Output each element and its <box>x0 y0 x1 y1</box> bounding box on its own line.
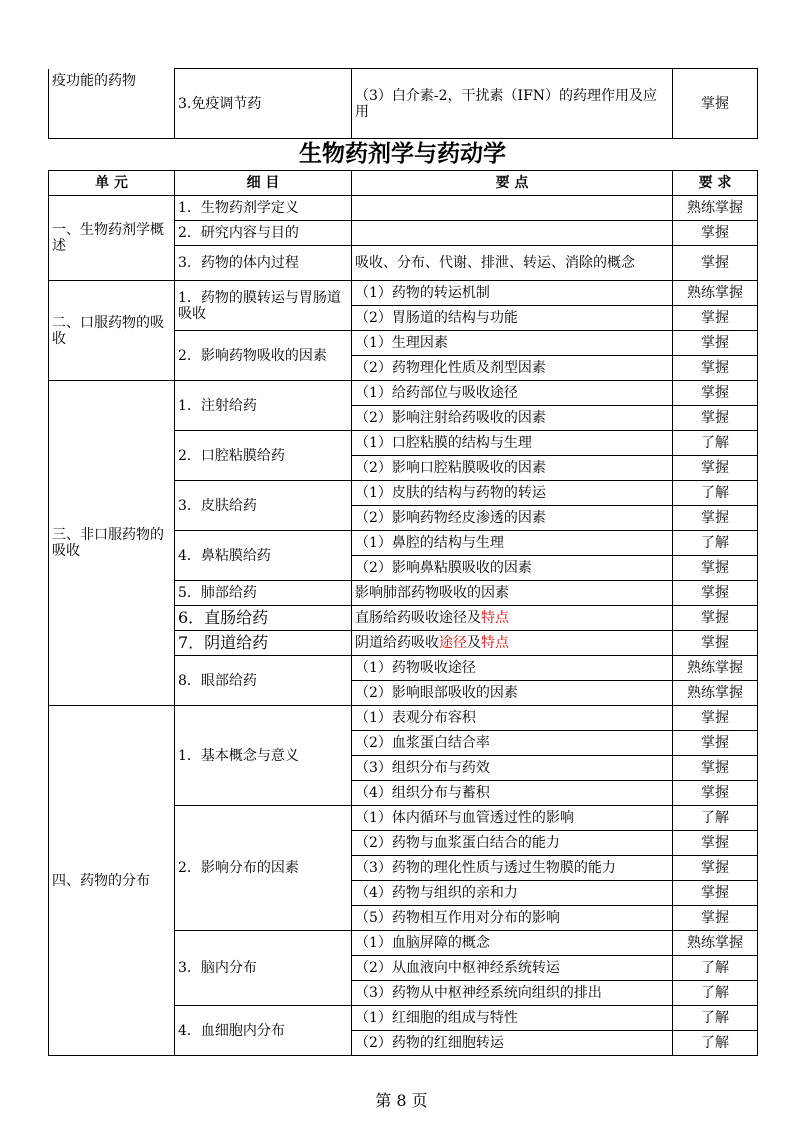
requirement-cell: 了解 <box>673 431 758 456</box>
point-cell: 影响肺部药物吸收的因素 <box>352 581 673 606</box>
requirement-cell: 掌握 <box>673 756 758 781</box>
item-cell: 1．注射给药 <box>175 381 352 431</box>
requirement-cell: 了解 <box>673 956 758 981</box>
point-cell: （1）生理因素 <box>352 331 673 356</box>
requirement-cell: 了解 <box>673 481 758 506</box>
point-cell <box>352 606 673 631</box>
requirement-cell: 掌握 <box>673 731 758 756</box>
requirement-cell: 掌握 <box>673 881 758 906</box>
item-cell: 3．药物的体内过程 <box>175 246 352 281</box>
table-row <box>49 281 758 306</box>
point-cell: （2）药物的红细胞转运 <box>352 1031 673 1056</box>
table-row <box>49 706 758 731</box>
requirement-cell: 了解 <box>673 981 758 1006</box>
requirement-cell: 掌握 <box>673 856 758 881</box>
point-cell: （1）血脑屏障的概念 <box>352 931 673 956</box>
point-text: 直肠给药吸收途径及 <box>355 610 481 626</box>
point-cell: （1）鼻腔的结构与生理 <box>352 531 673 556</box>
item-cell: 2．研究内容与目的 <box>175 221 352 246</box>
point-cell: （2）影响口腔粘膜吸收的因素 <box>352 456 673 481</box>
point-cell <box>352 221 673 246</box>
unit-cell: 三、非口服药物的吸收 <box>49 381 175 706</box>
page-number: 第 8 页 <box>375 1091 428 1110</box>
point-cell: （2）影响鼻粘膜吸收的因素 <box>352 556 673 581</box>
requirement-cell: 了解 <box>673 531 758 556</box>
unit-cell: 一、生物药剂学概述 <box>49 196 175 281</box>
requirement-cell: 掌握 <box>673 306 758 331</box>
point-cell: （2）从血液向中枢神经系统转运 <box>352 956 673 981</box>
requirement-cell: 熟练掌握 <box>673 931 758 956</box>
requirement-cell: 掌握 <box>673 706 758 731</box>
requirement-cell: 掌握 <box>673 246 758 281</box>
point-cell <box>352 631 673 656</box>
requirement-cell: 了解 <box>673 806 758 831</box>
table-row <box>49 381 758 406</box>
item-cell: 3．脑内分布 <box>175 931 352 1006</box>
table-row <box>49 196 758 221</box>
requirement-cell: 掌握 <box>673 631 758 656</box>
item-cell: 7．阴道给药 <box>175 631 352 656</box>
point-text: 及 <box>467 635 481 651</box>
item-cell: 2．影响药物吸收的因素 <box>175 331 352 381</box>
unit-cell: 疫功能的药物 <box>49 69 175 139</box>
requirement-cell: 掌握 <box>673 781 758 806</box>
item-cell: 4．血细胞内分布 <box>175 1006 352 1056</box>
previous-section-table <box>48 68 758 139</box>
point-cell: （1）药物的转运机制 <box>352 281 673 306</box>
point-cell: （1）给药部位与吸收途径 <box>352 381 673 406</box>
highlighted-text: 途径 <box>439 635 467 651</box>
point-cell: （2）影响眼部吸收的因素 <box>352 681 673 706</box>
requirement-cell: 掌握 <box>673 331 758 356</box>
requirement-cell: 熟练掌握 <box>673 196 758 221</box>
item-cell: 1．药物的膜转运与胃肠道吸收 <box>175 281 352 331</box>
requirement-cell: 掌握 <box>673 581 758 606</box>
syllabus-table <box>48 170 758 1056</box>
requirement-cell: 掌握 <box>673 221 758 246</box>
requirement-cell: 掌握 <box>673 906 758 931</box>
point-cell: （1）体内循环与血管透过性的影响 <box>352 806 673 831</box>
item-cell: 1．基本概念与意义 <box>175 706 352 806</box>
point-cell: 吸收、分布、代谢、排泄、转运、消除的概念 <box>352 246 673 281</box>
point-cell: （3）白介素-2，干扰素（IFN）的药理作用及应用 <box>352 69 673 139</box>
requirement-cell: 了解 <box>673 1006 758 1031</box>
point-cell <box>352 196 673 221</box>
point-cell: （1）表观分布容积 <box>352 706 673 731</box>
requirement-cell: 了解 <box>673 1031 758 1056</box>
point-cell: （1）皮肤的结构与药物的转运 <box>352 481 673 506</box>
requirement-cell: 掌握 <box>673 506 758 531</box>
requirement-cell: 掌握 <box>673 456 758 481</box>
item-cell: 8．眼部给药 <box>175 656 352 706</box>
point-cell: （3）药物的理化性质与透过生物膜的能力 <box>352 856 673 881</box>
point-cell: （1）药物吸收途径 <box>352 656 673 681</box>
header-requirement: 要 求 <box>673 171 758 196</box>
point-cell: （2）血浆蛋白结合率 <box>352 731 673 756</box>
point-cell: （2）影响药物经皮渗透的因素 <box>352 506 673 531</box>
requirement-cell: 掌握 <box>673 381 758 406</box>
point-cell: （2）影响注射给药吸收的因素 <box>352 406 673 431</box>
item-cell: 6．直肠给药 <box>175 606 352 631</box>
unit-cell: 四、药物的分布 <box>49 706 175 1056</box>
highlighted-text: 特点 <box>481 610 509 626</box>
highlighted-text: 特点 <box>481 635 509 651</box>
header-row <box>49 171 758 196</box>
item-cell: 5．肺部给药 <box>175 581 352 606</box>
header-point: 要 点 <box>352 171 673 196</box>
unit-cell: 二、口服药物的吸收 <box>49 281 175 381</box>
point-cell: （2）药物与血浆蛋白结合的能力 <box>352 831 673 856</box>
item-cell: 3．皮肤给药 <box>175 481 352 531</box>
requirement-cell: 熟练掌握 <box>673 281 758 306</box>
requirement-cell: 掌握 <box>673 556 758 581</box>
item-cell: 2．影响分布的因素 <box>175 806 352 931</box>
point-cell: （2）药物理化性质及剂型因素 <box>352 356 673 381</box>
point-cell: （1）红细胞的组成与特性 <box>352 1006 673 1031</box>
requirement-cell: 掌握 <box>673 406 758 431</box>
requirement-cell: 掌握 <box>673 606 758 631</box>
requirement-cell: 掌握 <box>673 69 758 139</box>
item-cell: 2．口腔粘膜给药 <box>175 431 352 481</box>
point-cell: （2）胃肠道的结构与功能 <box>352 306 673 331</box>
header-item: 细 目 <box>175 171 352 196</box>
header-unit: 单 元 <box>49 171 175 196</box>
point-cell: （3）药物从中枢神经系统向组织的排出 <box>352 981 673 1006</box>
section-title: 生物药剂学与药动学 <box>299 141 506 167</box>
requirement-cell: 熟练掌握 <box>673 656 758 681</box>
point-cell: （4）组织分布与蓄积 <box>352 781 673 806</box>
point-cell: （1）口腔粘膜的结构与生理 <box>352 431 673 456</box>
point-cell: （4）药物与组织的亲和力 <box>352 881 673 906</box>
point-text: 阴道给药吸收 <box>355 635 439 651</box>
point-cell: （5）药物相互作用对分布的影响 <box>352 906 673 931</box>
point-cell: （3）组织分布与药效 <box>352 756 673 781</box>
item-cell: 1．生物药剂学定义 <box>175 196 352 221</box>
item-cell: 4．鼻粘膜给药 <box>175 531 352 581</box>
item-cell: 3.免疫调节药 <box>175 69 352 139</box>
requirement-cell: 掌握 <box>673 831 758 856</box>
requirement-cell: 掌握 <box>673 356 758 381</box>
requirement-cell: 熟练掌握 <box>673 681 758 706</box>
